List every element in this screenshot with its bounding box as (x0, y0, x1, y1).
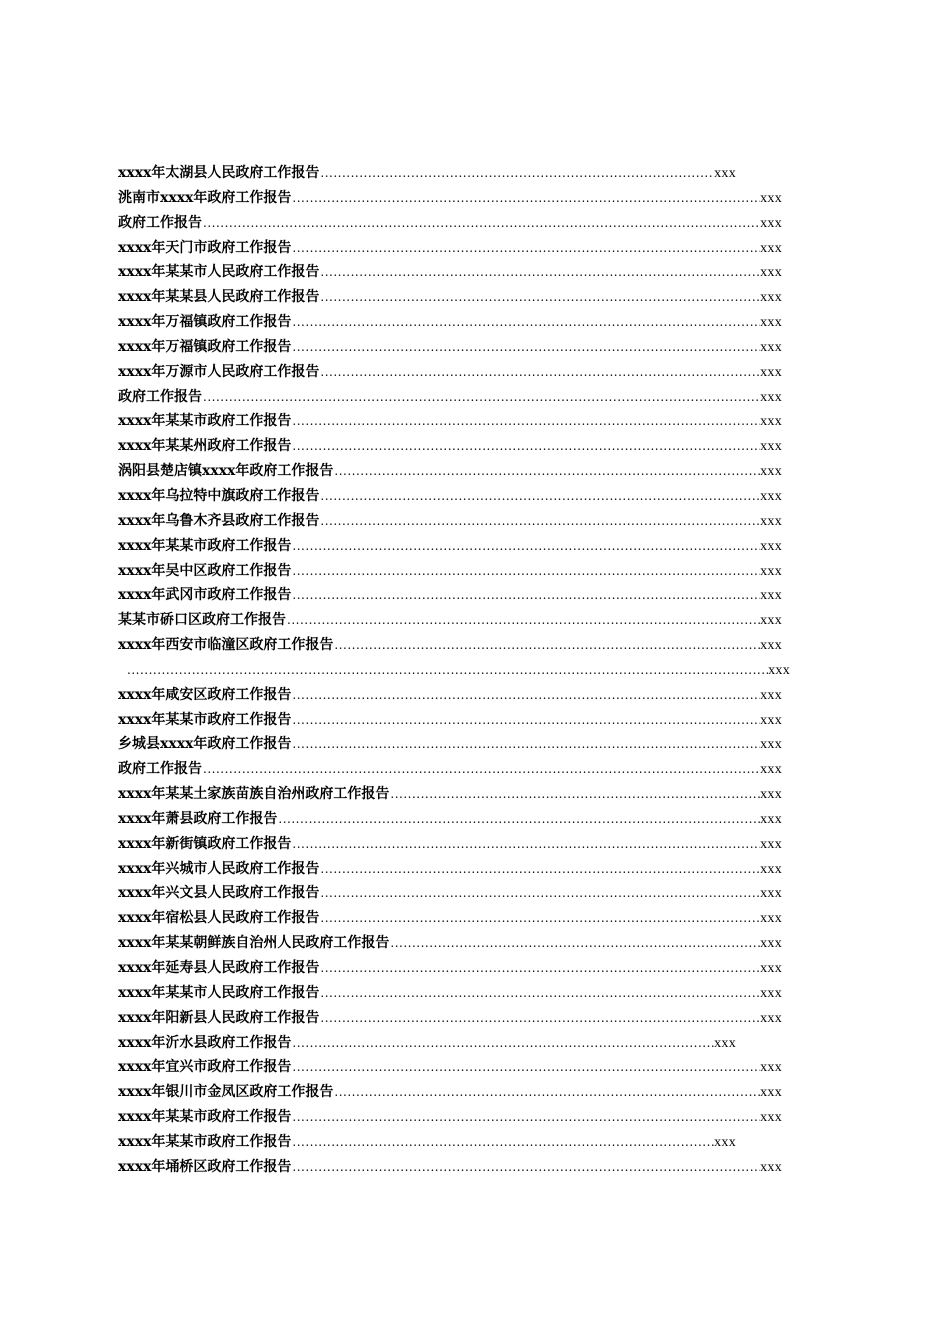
toc-entry-page: xxx (760, 240, 782, 256)
toc-entry-title: xxxx年天门市政府工作报告 (118, 239, 292, 256)
toc-entry-page: xxx (760, 488, 782, 504)
toc-entry-page: xxx (760, 712, 782, 728)
toc-entry-page: xxx (760, 911, 782, 927)
toc-entry-title: 政府工作报告 (118, 761, 202, 778)
toc-entry[interactable] (118, 1006, 782, 1031)
toc-dot-leader (333, 1080, 760, 1105)
toc-entry-title: xxxx年某某土家族苗族自治州政府工作报告 (118, 786, 390, 803)
toc-entry-title: xxxx年萧县政府工作报告 (118, 810, 278, 827)
toc-dot-leader (291, 335, 760, 360)
toc-entry[interactable] (118, 683, 782, 708)
toc-entry-page: xxx (768, 662, 790, 678)
toc-entry[interactable] (118, 559, 782, 584)
toc-entry-page: xxx (760, 1060, 782, 1076)
toc-entry-title: 涡阳县楚店镇xxxx年政府工作报告 (118, 463, 334, 480)
toc-entry-title: xxxx年乌拉特中旗政府工作报告 (118, 487, 320, 504)
toc-entry-page: xxx (760, 613, 782, 629)
toc-entry[interactable] (118, 981, 782, 1006)
toc-dot-leader (202, 211, 760, 236)
toc-dot-leader (291, 236, 760, 261)
toc-entry-title: xxxx年西安市临潼区政府工作报告 (118, 637, 334, 654)
toc-entry-page: xxx (760, 1110, 782, 1126)
table-of-contents (118, 161, 790, 1180)
toc-dot-leader (319, 981, 760, 1006)
toc-dot-leader (291, 583, 760, 608)
toc-entry[interactable] (118, 1080, 782, 1105)
toc-entry[interactable] (118, 807, 782, 832)
toc-dot-leader (202, 757, 760, 782)
toc-entry-title: xxxx年宜兴市政府工作报告 (118, 1059, 292, 1076)
toc-entry-page: xxx (714, 1134, 736, 1150)
toc-entry-page: xxx (760, 513, 782, 529)
toc-entry-title: xxxx年新街镇政府工作报告 (118, 835, 292, 852)
toc-entry[interactable] (118, 335, 782, 360)
toc-dot-leader (291, 1155, 760, 1180)
toc-entry-page: xxx (760, 290, 782, 306)
toc-dot-leader (291, 534, 760, 559)
toc-dot-leader (291, 1105, 760, 1130)
toc-entry-title: xxxx年埇桥区政府工作报告 (118, 1158, 292, 1175)
toc-entry-title: xxxx年某某市政府工作报告 (118, 711, 292, 728)
toc-dot-leader (291, 1031, 714, 1056)
toc-dot-leader (291, 186, 760, 211)
toc-entry[interactable] (118, 385, 782, 410)
toc-entry-page: xxx (760, 215, 782, 231)
toc-entry-title: xxxx年某某朝鲜族自治州人民政府工作报告 (118, 935, 390, 952)
toc-entry[interactable] (118, 285, 782, 310)
toc-entry-title: xxxx年武冈市政府工作报告 (118, 587, 292, 604)
toc-entry-page: xxx (760, 1010, 782, 1026)
toc-entry-page: xxx (760, 762, 782, 778)
toc-entry[interactable] (118, 633, 782, 658)
toc-entry[interactable] (118, 484, 782, 509)
toc-dot-leader (291, 409, 760, 434)
toc-entry-page: xxx (760, 538, 782, 554)
toc-entry-title: xxxx年某某市人民政府工作报告 (118, 264, 320, 281)
toc-entry-title: xxxx年某某州政府工作报告 (118, 438, 292, 455)
toc-entry-title: 洮南市xxxx年政府工作报告 (118, 189, 292, 206)
toc-dot-leader (291, 1130, 714, 1155)
toc-entry-page: xxx (760, 190, 782, 206)
toc-entry-title: 政府工作报告 (118, 214, 202, 231)
toc-entry-page: xxx (760, 563, 782, 579)
toc-entry[interactable] (118, 1031, 736, 1056)
toc-entry-page: xxx (760, 439, 782, 455)
toc-entry[interactable] (118, 186, 782, 211)
toc-dot-leader (291, 832, 760, 857)
toc-dot-leader (291, 559, 760, 584)
toc-dot-leader (319, 857, 760, 882)
toc-entry[interactable] (118, 608, 782, 633)
toc-entry-title: xxxx年吴中区政府工作报告 (118, 562, 292, 579)
toc-entry-title: xxxx年某某市政府工作报告 (118, 413, 292, 430)
toc-dot-leader (333, 459, 760, 484)
toc-dot-leader (319, 285, 760, 310)
toc-entry-page: xxx (760, 936, 782, 952)
toc-entry-page: xxx (760, 315, 782, 331)
toc-dot-leader (333, 633, 760, 658)
toc-entry-page: xxx (760, 985, 782, 1001)
toc-dot-leader (319, 1006, 760, 1031)
toc-dot-leader (389, 931, 760, 956)
toc-entry-title: xxxx年某某市政府工作报告 (118, 1109, 292, 1126)
toc-dot-leader (277, 807, 760, 832)
toc-entry[interactable] (118, 583, 782, 608)
toc-entry-title: xxxx年阳新县人民政府工作报告 (118, 1009, 320, 1026)
toc-entry[interactable] (118, 211, 782, 236)
toc-entry[interactable] (118, 881, 782, 906)
toc-entry-page: xxx (760, 339, 782, 355)
toc-dot-leader (389, 782, 760, 807)
toc-entry-title: xxxx年某某市政府工作报告 (118, 537, 292, 554)
toc-entry[interactable] (118, 409, 782, 434)
toc-entry[interactable] (118, 434, 782, 459)
toc-entry-page: xxx (760, 787, 782, 803)
toc-entry[interactable] (118, 708, 782, 733)
toc-entry[interactable] (118, 236, 782, 261)
toc-dot-leader (319, 956, 760, 981)
toc-entry[interactable] (118, 782, 782, 807)
toc-dot-leader (319, 161, 714, 186)
toc-dot-leader (319, 509, 760, 534)
toc-entry[interactable] (118, 931, 782, 956)
toc-entry-title: xxxx年银川市金凤区政府工作报告 (118, 1084, 334, 1101)
toc-entry-title: xxxx年某某县人民政府工作报告 (118, 289, 320, 306)
toc-entry[interactable] (118, 857, 782, 882)
toc-entry-page: xxx (760, 464, 782, 480)
toc-entry[interactable] (118, 310, 782, 335)
toc-dot-leader (291, 683, 760, 708)
toc-entry[interactable] (118, 161, 736, 186)
toc-entry-title: xxxx年沂水县政府工作报告 (118, 1034, 292, 1051)
toc-entry-page: xxx (760, 737, 782, 753)
toc-entry-title: xxxx年兴文县人民政府工作报告 (118, 885, 320, 902)
toc-entry[interactable] (118, 509, 782, 534)
toc-entry-page: xxx (760, 886, 782, 902)
toc-entry[interactable] (118, 360, 782, 385)
toc-entry-title: xxxx年某某市人民政府工作报告 (118, 984, 320, 1001)
toc-entry-page: xxx (760, 811, 782, 827)
toc-entry-page: xxx (760, 687, 782, 703)
toc-dot-leader (319, 360, 760, 385)
toc-dot-leader (291, 434, 760, 459)
toc-entry[interactable] (118, 658, 790, 683)
toc-entry[interactable] (118, 1130, 736, 1155)
toc-dot-leader (291, 310, 760, 335)
toc-entry-title: xxxx年某某市政府工作报告 (118, 1133, 292, 1150)
toc-entry[interactable] (118, 1155, 782, 1180)
toc-entry-title: xxxx年万福镇政府工作报告 (118, 338, 292, 355)
toc-dot-leader (291, 708, 760, 733)
toc-entry[interactable] (118, 956, 782, 981)
toc-dot-leader (319, 906, 760, 931)
toc-dot-leader (126, 658, 768, 683)
toc-entry-title: xxxx年兴城市人民政府工作报告 (118, 860, 320, 877)
toc-entry[interactable] (118, 260, 782, 285)
toc-entry[interactable] (118, 459, 782, 484)
toc-entry-page: xxx (760, 836, 782, 852)
toc-entry-page: xxx (760, 588, 782, 604)
toc-entry[interactable] (118, 534, 782, 559)
toc-entry-title: xxxx年太湖县人民政府工作报告 (118, 165, 320, 181)
toc-entry-page: xxx (760, 961, 782, 976)
toc-entry-page: xxx (760, 1159, 782, 1175)
toc-entry-title: xxxx年宿松县人民政府工作报告 (118, 910, 320, 927)
toc-entry[interactable] (118, 1055, 782, 1080)
toc-entry-page: xxx (760, 861, 782, 877)
toc-entry-page: xxx (760, 414, 782, 430)
toc-entry-title: xxxx年乌鲁木齐县政府工作报告 (118, 512, 320, 529)
toc-entry[interactable] (118, 757, 782, 782)
toc-entry-title: 乡城县xxxx年政府工作报告 (118, 736, 292, 753)
toc-entry-title: 政府工作报告 (118, 388, 202, 405)
toc-entry-page: xxx (760, 265, 782, 281)
toc-entry-page: xxx (760, 389, 782, 405)
toc-dot-leader (319, 484, 760, 509)
toc-dot-leader (319, 260, 760, 285)
toc-dot-leader (291, 732, 760, 757)
toc-entry-page: xxx (714, 166, 736, 181)
toc-dot-leader (286, 608, 760, 633)
toc-entry-page: xxx (714, 1035, 736, 1051)
toc-entry-page: xxx (760, 1085, 782, 1101)
toc-entry-page: xxx (760, 638, 782, 654)
toc-entry[interactable] (118, 732, 782, 757)
toc-entry-title: xxxx年万福镇政府工作报告 (118, 314, 292, 331)
toc-entry[interactable] (118, 832, 782, 857)
toc-entry-title: xxxx年延寿县人民政府工作报告 (118, 960, 320, 976)
toc-entry[interactable] (118, 1105, 782, 1130)
toc-entry-title: 某某市硚口区政府工作报告 (118, 612, 286, 629)
toc-entry[interactable] (118, 906, 782, 931)
toc-dot-leader (291, 1055, 760, 1080)
toc-entry-title: xxxx年咸安区政府工作报告 (118, 686, 292, 703)
toc-dot-leader (319, 881, 760, 906)
toc-entry-page: xxx (760, 364, 782, 380)
toc-entry-title: xxxx年万源市人民政府工作报告 (118, 363, 320, 380)
toc-dot-leader (202, 385, 760, 410)
